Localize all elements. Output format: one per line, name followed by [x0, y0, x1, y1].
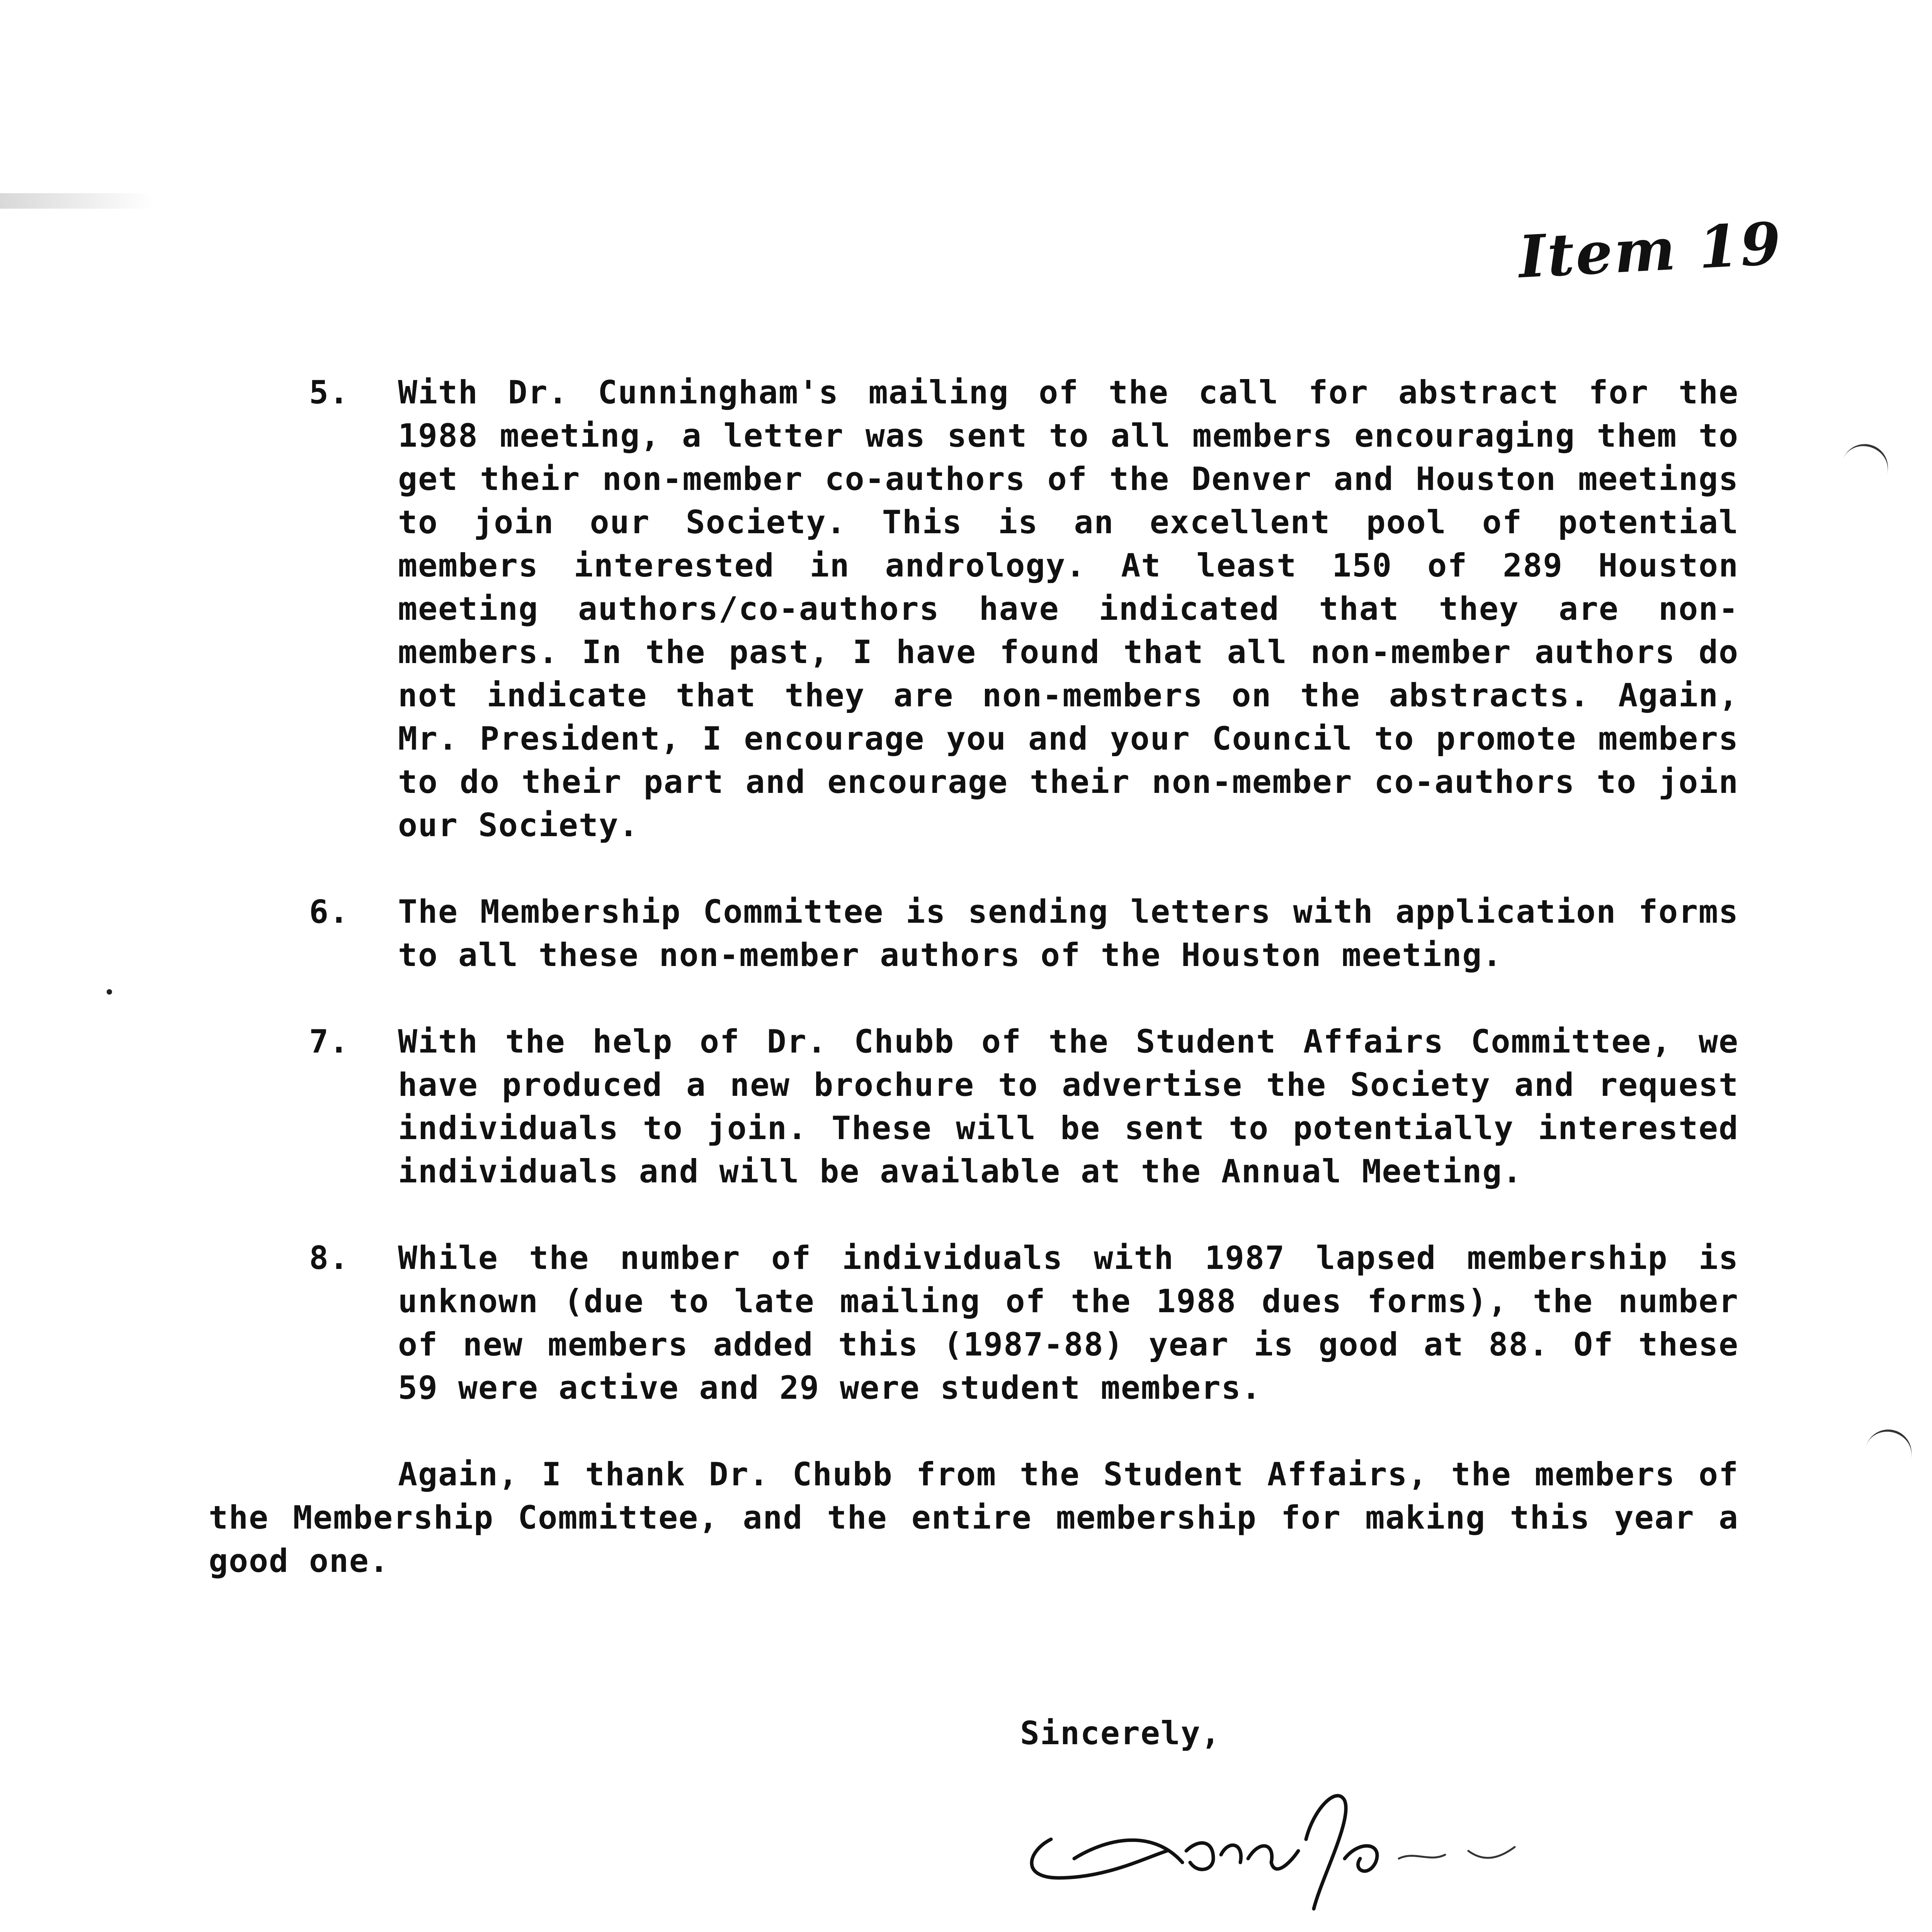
- handwritten-signature: [1005, 1762, 1662, 1924]
- stray-mark: [107, 989, 112, 995]
- list-item-5: [209, 371, 1739, 847]
- page-edge-shadow: [0, 193, 155, 209]
- list-item-8: [209, 1236, 1739, 1410]
- item-text: The Membership Committee is sending letters with application forms to all these non-member authors of the Houston meeting.: [398, 893, 1739, 974]
- item-number: 6.: [309, 893, 349, 930]
- closing-paragraph: Again, I thank Dr. Chubb from the Student Affairs, the members of the Membership Committee, and the entire membership for making this year a good one.: [209, 1456, 1739, 1580]
- item-text: With Dr. Cunningham's mailing of the call for abstract for the 1988 meeting, a letter was sent to all members encouraging them to get their non-member co-authors of the Denver and Houston meetings to join our Society. This is an excellent pool of potential members interested in andrology. At least 150 of 289 Houston meeting authors/co-authors have indicated that they are non-members. In the past, I have found that all non-member authors do not indicate that they are non-members on the abstracts. Again, Mr. President, I encourage you and your Council to promote members to do their part and encourage their non-member co-authors to join our Society.: [398, 374, 1739, 844]
- valediction: Sincerely,: [1020, 1714, 1221, 1752]
- item-number: 7.: [309, 1023, 349, 1060]
- item-text: With the help of Dr. Chubb of the Student Affairs Committee, we have produced a new brochure to advertise the Society and request individuals to join. These will be sent to potentially interested individuals and will be available at the Annual Meeting.: [398, 1023, 1739, 1190]
- item-text: While the number of individuals with 1987 lapsed membership is unknown (due to late mailing of the 1988 dues forms), the number of new members added this (1987-88) year is good at 88. Of these 59 were active and 29 were student members.: [398, 1239, 1739, 1406]
- list-item-6: [209, 890, 1739, 977]
- item-number: 5.: [309, 374, 349, 411]
- list-item-7: [209, 1020, 1739, 1193]
- item-number: 8.: [309, 1239, 349, 1277]
- letter-body: [209, 371, 1739, 1583]
- margin-mark: [1838, 437, 1895, 488]
- handwritten-item-label: Item 19: [1517, 209, 1784, 291]
- margin-mark: [1862, 1424, 1917, 1472]
